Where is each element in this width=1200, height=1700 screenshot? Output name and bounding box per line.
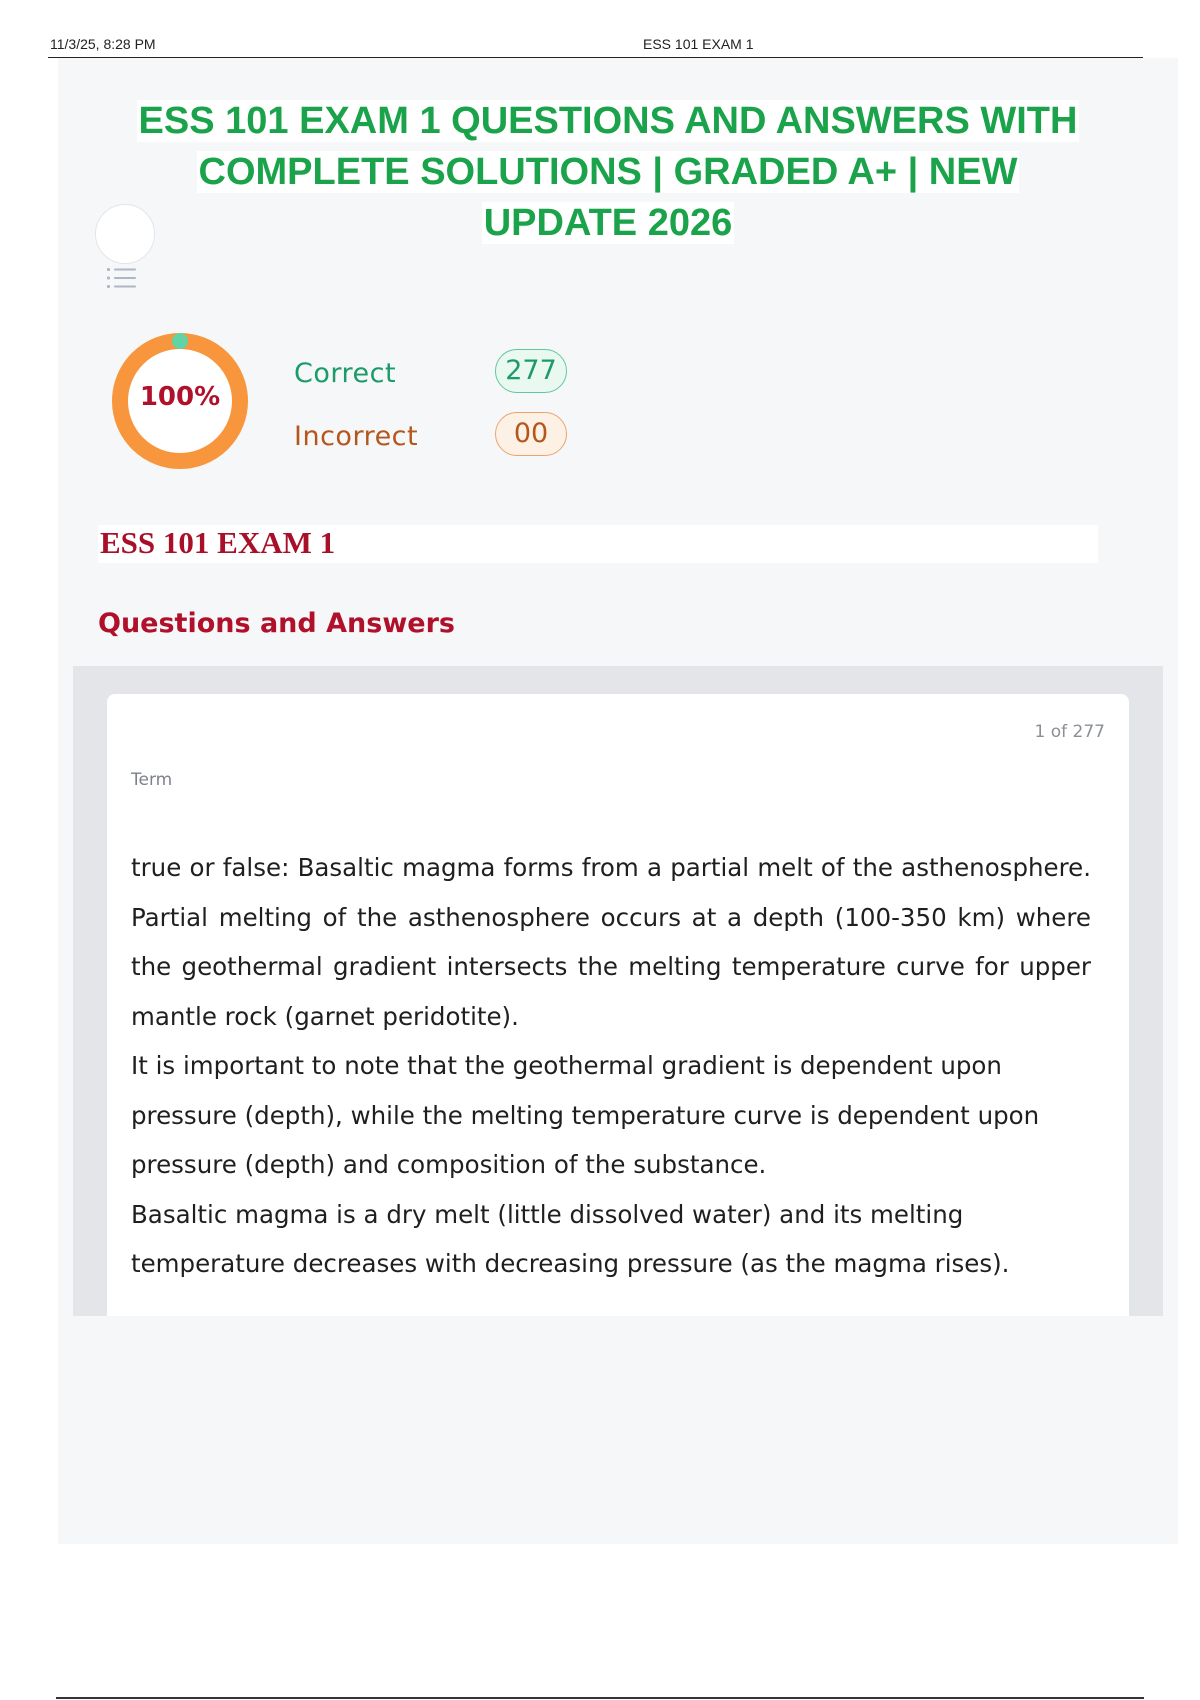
card-paragraph: It is important to note that the geothermal gradient is dependent upon pressure (depth), while the melting temperature curve is dependent upon pressure (depth) and composition of the substance. — [131, 1051, 1040, 1179]
print-doc-title: ESS 101 EXAM 1 — [643, 36, 754, 52]
card-paragraph: true or false: Basaltic magma forms from a partial melt of the asthenosphere. Partial melting of the asthenosphere occurs at a depth (100-350 km) where the geothermal gradient intersects the melting temperature curve for upper mantle rock (garnet peridotite). — [131, 853, 1091, 1031]
print-header — [48, 34, 1143, 58]
page-panel — [58, 58, 1178, 1544]
score-donut — [109, 330, 251, 472]
term-label: Term — [131, 770, 173, 790]
score-ring-marker — [172, 333, 188, 349]
flashcard[interactable] — [107, 694, 1129, 1316]
correct-label: Correct — [294, 358, 397, 389]
incorrect-count-badge: 00 — [495, 412, 567, 456]
document-title-line-2: COMPLETE SOLUTIONS | GRADED A+ | NEW — [198, 151, 1018, 193]
flashcard-tray — [73, 666, 1163, 1316]
card-body — [131, 843, 1091, 1289]
score-percent: 100% — [139, 382, 221, 412]
print-date: 11/3/25, 8:28 PM — [50, 36, 156, 52]
footer-rule — [56, 1697, 1144, 1699]
avatar-circle-icon[interactable] — [95, 204, 155, 264]
card-paragraph: Basaltic magma is a dry melt (little dissolved water) and its melting temperature decreases with decreasing pressure (as the magma rises). — [131, 1199, 1010, 1278]
document-title-line-1: ESS 101 EXAM 1 QUESTIONS AND ANSWERS WITH — [138, 100, 1078, 142]
qa-heading: Questions and Answers — [98, 608, 455, 639]
document-title-line-3: UPDATE 2026 — [483, 202, 733, 244]
incorrect-label: Incorrect — [294, 421, 419, 452]
card-counter: 1 of 277 — [1034, 722, 1105, 742]
correct-count-badge: 277 — [495, 349, 567, 393]
exam-title-banner — [98, 525, 1098, 563]
list-icon[interactable] — [105, 264, 139, 292]
exam-title: ESS 101 EXAM 1 — [100, 525, 336, 560]
document-title — [88, 96, 1128, 249]
